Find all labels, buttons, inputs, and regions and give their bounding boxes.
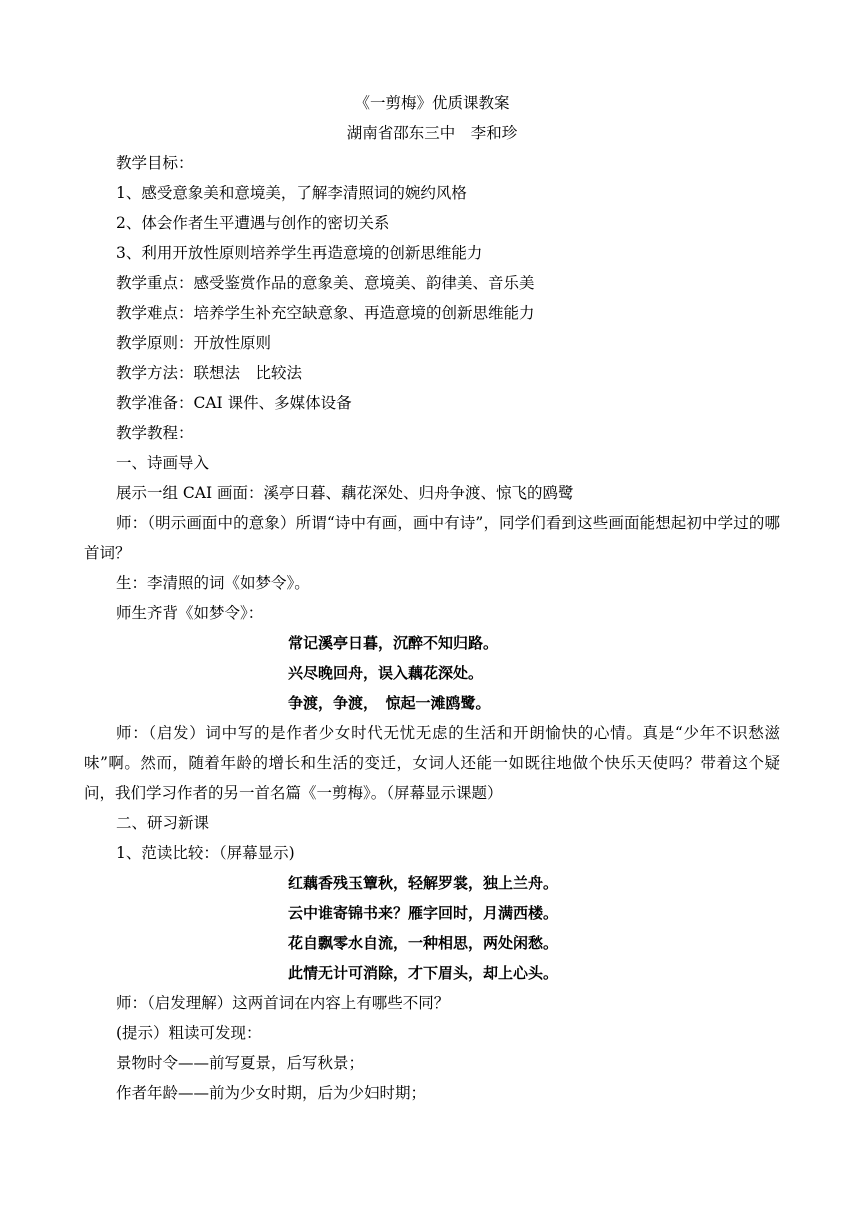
poem-1-line-1: 常记溪亭日暮，沉醉不知归路。 (288, 634, 499, 652)
poem-2-line-4: 此情无计可消除，才下眉头，却上心头。 (288, 964, 559, 982)
hint-line: (提示）粗读可发现： (116, 1024, 262, 1042)
teaching-difficulty: 教学难点：培养学生补充空缺意象、再造意境的创新思维能力 (116, 304, 535, 322)
poem-2-line-2: 云中谁寄锦书来？雁字回时，月满西楼。 (288, 904, 559, 922)
poem-2-line-1: 红藕香残玉簟秋，轻解罗裳，独上兰舟。 (288, 874, 559, 892)
teaching-preparation: 教学准备：CAI 课件、多媒体设备 (116, 394, 352, 412)
teaching-method: 教学方法：联想法 比较法 (116, 364, 303, 382)
poem-2-line-3: 花自飘零水自流，一种相思，两处闲愁。 (288, 934, 559, 952)
teaching-process-heading: 教学教程： (116, 424, 194, 442)
objectives-heading: 教学目标： (116, 154, 194, 172)
document-title: 《一剪梅》优质课教案 (354, 94, 510, 112)
teacher-question: 师：（启发理解）这两首词在内容上有哪些不同？ (116, 994, 450, 1012)
teaching-focus: 教学重点：感受鉴赏作品的意象美、意境美、韵律美、音乐美 (116, 274, 535, 292)
teaching-principle: 教学原则：开放性原则 (116, 334, 272, 352)
objective-3: 3、利用开放性原则培养学生再造意境的创新思维能力 (116, 244, 483, 262)
section-1-heading: 一、诗画导入 (116, 454, 210, 472)
poem-1-line-3: 争渡，争渡， 惊起一滩鸥鹭。 (288, 694, 491, 712)
section-2-heading: 二、研习新课 (116, 814, 210, 832)
document-author: 湖南省邵东三中 李和珍 (346, 124, 518, 142)
objective-2: 2、体会作者生平遭遇与创作的密切关系 (116, 214, 390, 232)
cai-display-line: 展示一组 CAI 画面：溪亭日暮、藕花深处、归舟争渡、惊飞的鸥鹭 (116, 484, 574, 502)
poem-1-line-2: 兴尽晚回舟，误入藕花深处。 (288, 664, 484, 682)
scenery-season-line: 景物时令——前写夏景，后写秋景； (116, 1054, 365, 1072)
document-page (84, 88, 780, 1108)
objective-1: 1、感受意象美和意境美，了解李清照词的婉约风格 (116, 184, 467, 202)
author-age-line: 作者年龄——前为少女时期，后为少妇时期； (116, 1084, 427, 1102)
teacher-paragraph-1: 师：（明示画面中的意象）所谓“诗中有画，画中有诗”，同学们看到这些画面能想起初中学过的哪首词？ (84, 514, 780, 562)
recite-line: 师生齐背《如梦令》： (116, 604, 264, 622)
teacher-paragraph-2: 师：（启发）词中写的是作者少女时代无忧无虑的生活和开朗愉快的心情。真是“少年不识愁滋味”啊。然而，随着年龄的增长和生活的变迁，女词人还能一如既往地做个快乐天使吗？带着这个疑问，我们学习作者的另一首名篇《一剪梅》。（屏幕显示课题） (84, 724, 780, 802)
reading-comparison-line: 1、范读比较：（屏幕显示) (116, 844, 295, 862)
student-answer: 生：李清照的词《如梦令》。 (116, 574, 310, 592)
